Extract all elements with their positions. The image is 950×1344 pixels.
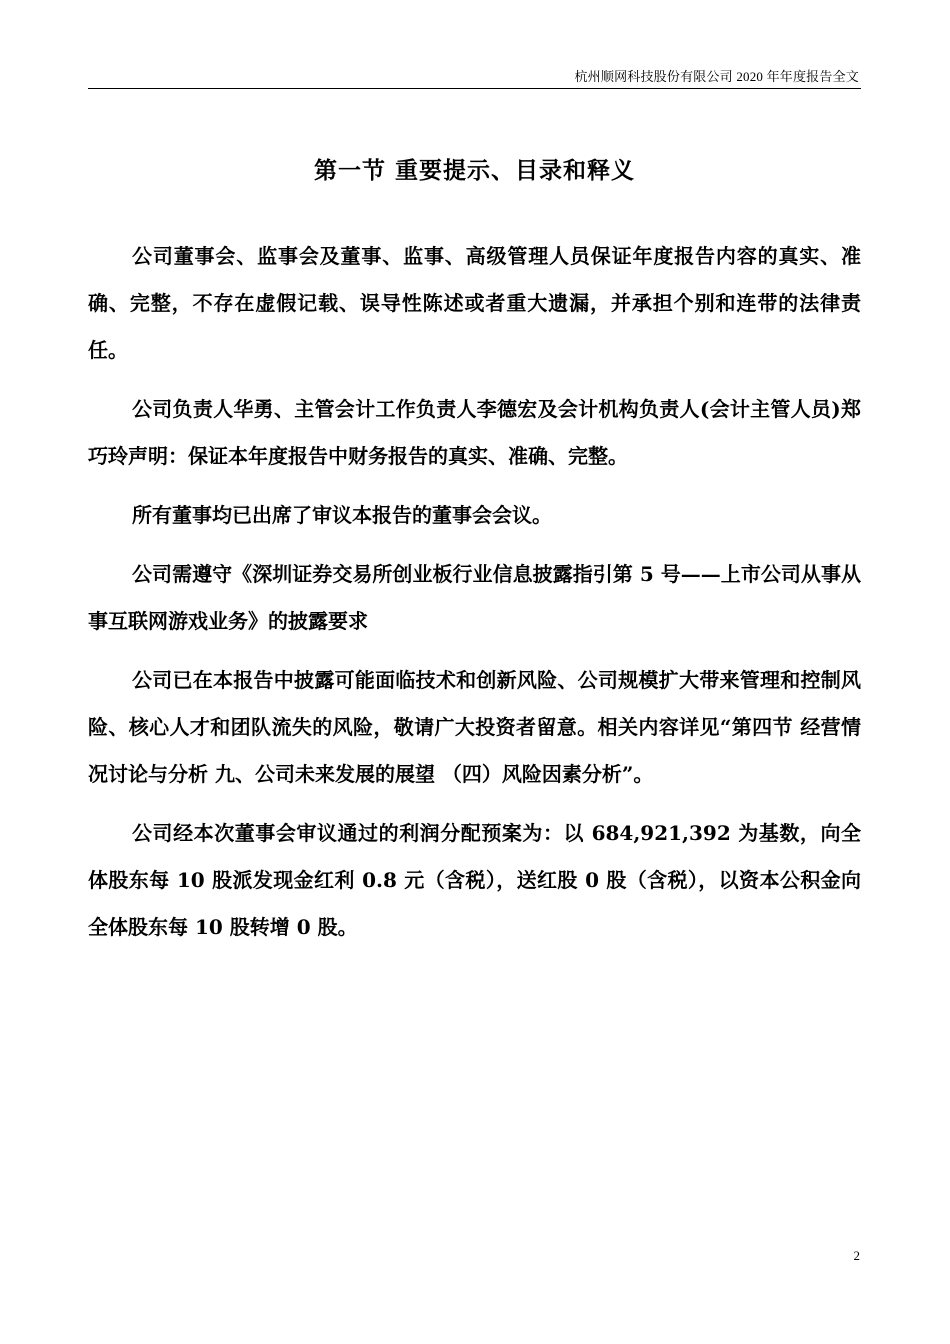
page-header [88,62,861,89]
paragraph-board-guarantee: 公司董事会、监事会及董事、监事、高级管理人员保证年度报告内容的真实、准确、完整，不存在虚假记载、误导性陈述或者重大遗漏，并承担个别和连带的法律责任。 [88,244,861,362]
paragraph-disclosure-guideline: 公司需遵守《深圳证券交易所创业板行业信息披露指引第 5 号——上市公司从事从事互联网游戏业务》的披露要求 [88,562,861,633]
paragraph-risk-notice: 公司已在本报告中披露可能面临技术和创新风险、公司规模扩大带来管理和控制风险、核心人才和团队流失的风险，敬请广大投资者留意。相关内容详见“第四节 经营情况讨论与分析 九、公司未来发展的展望 （四）风险因素分析”。 [88,668,861,786]
paragraph-responsible-persons-statement: 公司负责人华勇、主管会计工作负责人李德宏及会计机构负责人(会计主管人员)郑巧玲声明：保证本年度报告中财务报告的真实、准确、完整。 [88,397,861,468]
paragraph-profit-distribution: 公司经本次董事会审议通过的利润分配预案为：以 684,921,392 为基数，向全体股东每 10 股派发现金红利 0.8 元（含税），送红股 0 股（含税），以资本公积金向全体股东每 10 股转增 0 股。 [88,821,861,939]
section-title: 第一节 重要提示、目录和释义 [313,157,635,184]
paragraph-directors-attendance: 所有董事均已出席了审议本报告的董事会会议。 [132,503,552,527]
page-number: 2 [853,1248,860,1263]
running-header-title: 杭州顺网科技股份有限公司 2020 年年度报告全文 [574,69,859,84]
body-content [88,233,861,963]
